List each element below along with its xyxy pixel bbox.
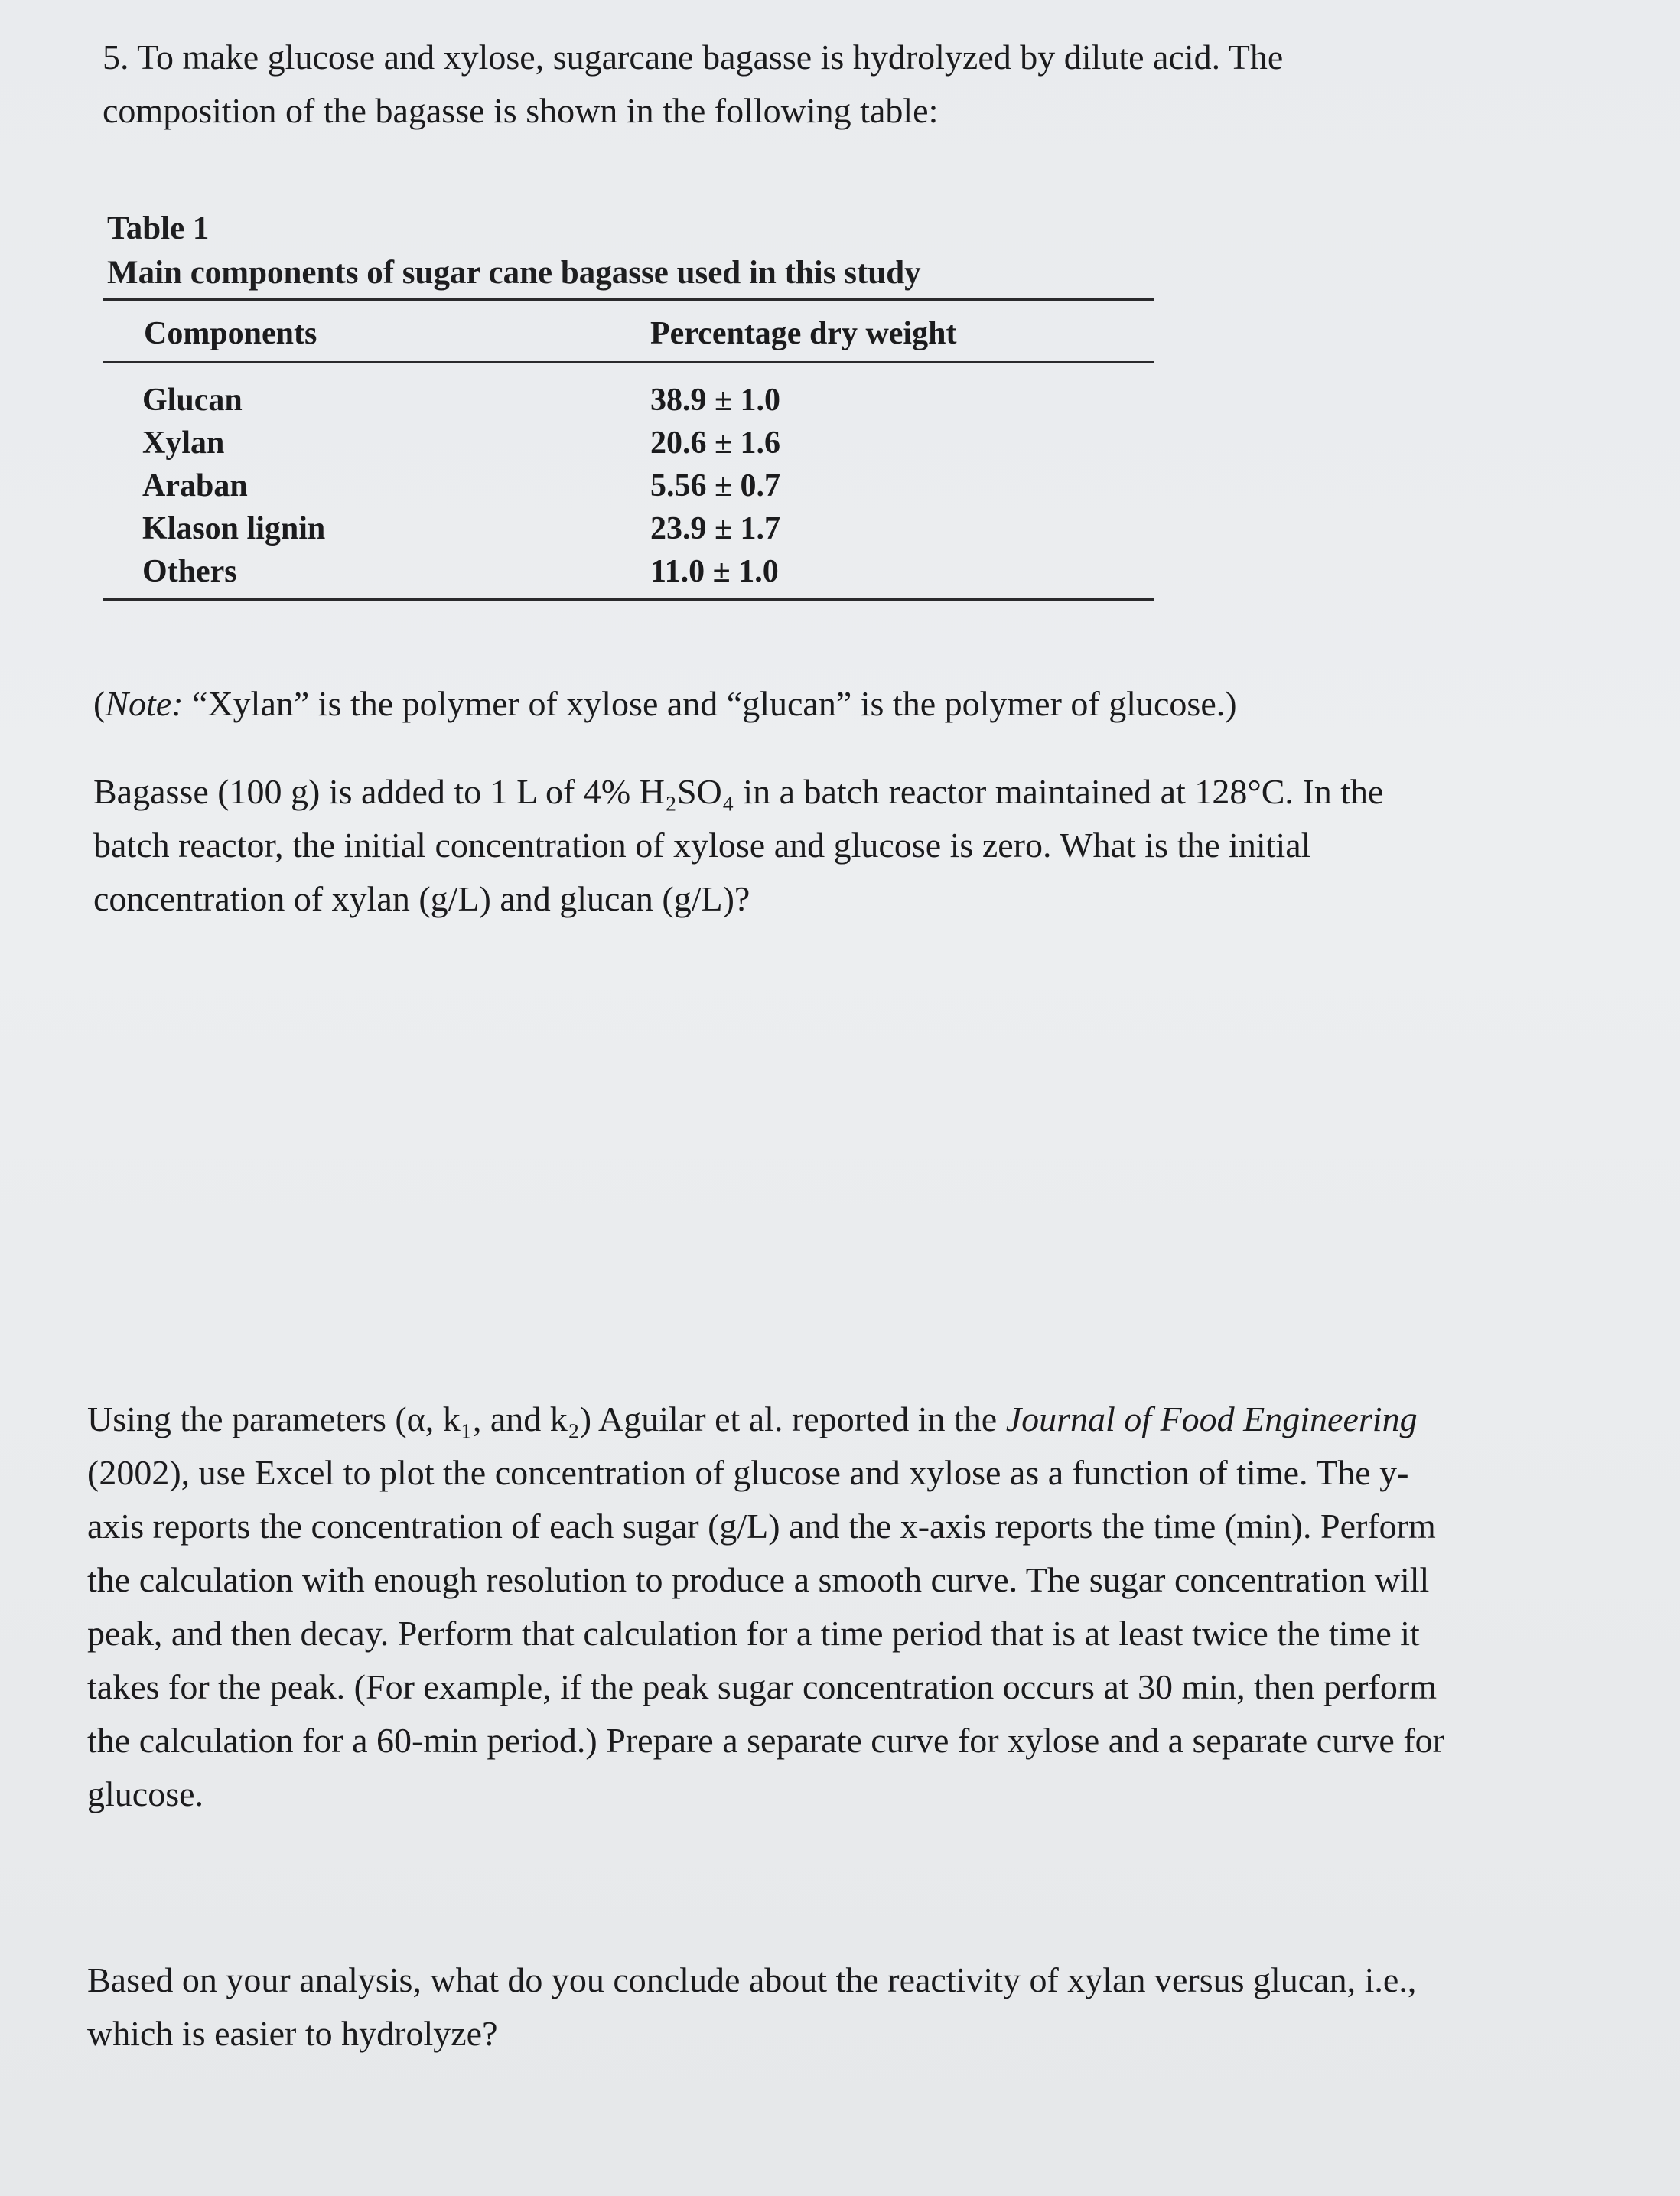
row-value: 38.9 ± 1.0 — [650, 383, 781, 418]
note-text: “Xylan” is the polymer of xylose and “glucan” is the polymer of glucose.) — [183, 684, 1237, 723]
row-component: Klason lignin — [142, 511, 326, 546]
intro-line-1: 5. To make glucose and xylose, sugarcane bagasse is hydrolyzed by dilute acid. The — [103, 37, 1284, 77]
setup-line-2: batch reactor, the initial concentration of xylose and glucose is zero. What is the initial — [93, 826, 1311, 865]
row-component: Araban — [142, 468, 248, 503]
table-bottom-rule — [103, 598, 1154, 601]
row-component: Others — [142, 554, 237, 589]
question-intro — [103, 31, 1556, 138]
table-row — [0, 464, 1148, 507]
table-header-components: Components — [144, 316, 317, 351]
table-row — [0, 422, 1148, 464]
conclusion-line-2: which is easier to hydrolyze? — [87, 2014, 498, 2053]
row-value: 20.6 ± 1.6 — [650, 425, 781, 461]
row-value: 5.56 ± 0.7 — [650, 468, 781, 503]
note-paragraph — [93, 677, 1608, 731]
conclusion-line-1: Based on your analysis, what do you conclude about the reactivity of xylan versus glucan, i.e., — [87, 1960, 1417, 1999]
row-value: 11.0 ± 1.0 — [650, 554, 779, 589]
table-top-rule — [103, 298, 1154, 301]
table-caption — [107, 207, 1178, 295]
table-title: Main components of sugar cane bagasse used in this study — [107, 255, 921, 291]
note-line — [93, 677, 1608, 731]
table-row — [0, 507, 1148, 550]
intro-line-2: composition of the bagasse is shown in the following table: — [103, 91, 939, 130]
plot-line-8: glucose. — [87, 1774, 204, 1813]
plot-line-1 — [87, 1393, 1663, 1446]
setup-line-1: Bagasse (100 g) is added to 1 L of 4% H₂SO₄ in a batch reactor maintained at 128°C. In the — [93, 772, 1384, 811]
plot-instructions-paragraph — [87, 1393, 1663, 1821]
setup-paragraph — [93, 765, 1608, 926]
conclusion-paragraph — [87, 1953, 1663, 2061]
plot-line-5: peak, and then decay. Perform that calculation for a time period that is at least twice the time it — [87, 1614, 1420, 1653]
note-open: ( — [93, 684, 106, 723]
journal-name: Journal of Food Engineering — [1005, 1399, 1418, 1438]
table-header-rule — [103, 361, 1154, 363]
row-component: Xylan — [142, 425, 225, 461]
setup-line-3: concentration of xylan (g/L) and glucan (g/L)? — [93, 879, 750, 918]
plot-line-3: axis reports the concentration of each sugar (g/L) and the x-axis reports the time (min). Perform — [87, 1507, 1436, 1546]
table-row — [0, 550, 1148, 593]
plot-line-2: (2002), use Excel to plot the concentration of glucose and xylose as a function of time. The y- — [87, 1453, 1409, 1492]
table-header-percentage: Percentage dry weight — [650, 316, 957, 351]
table-row — [0, 379, 1148, 422]
plot-line-4: the calculation with enough resolution to produce a smooth curve. The sugar concentration will — [87, 1560, 1430, 1599]
table-label: Table 1 — [107, 210, 210, 246]
plot-line-7: the calculation for a 60-min period.) Prepare a separate curve for xylose and a separate curve for — [87, 1721, 1444, 1760]
plot-line-6: takes for the peak. (For example, if the peak sugar concentration occurs at 30 min, then perform — [87, 1667, 1437, 1706]
plot-line-1-text: Using the parameters (α, k₁, and k₂) Aguilar et al. reported in the — [87, 1399, 1006, 1438]
row-component: Glucan — [142, 383, 243, 418]
note-label: Note: — [105, 684, 184, 723]
row-value: 23.9 ± 1.7 — [650, 511, 781, 546]
